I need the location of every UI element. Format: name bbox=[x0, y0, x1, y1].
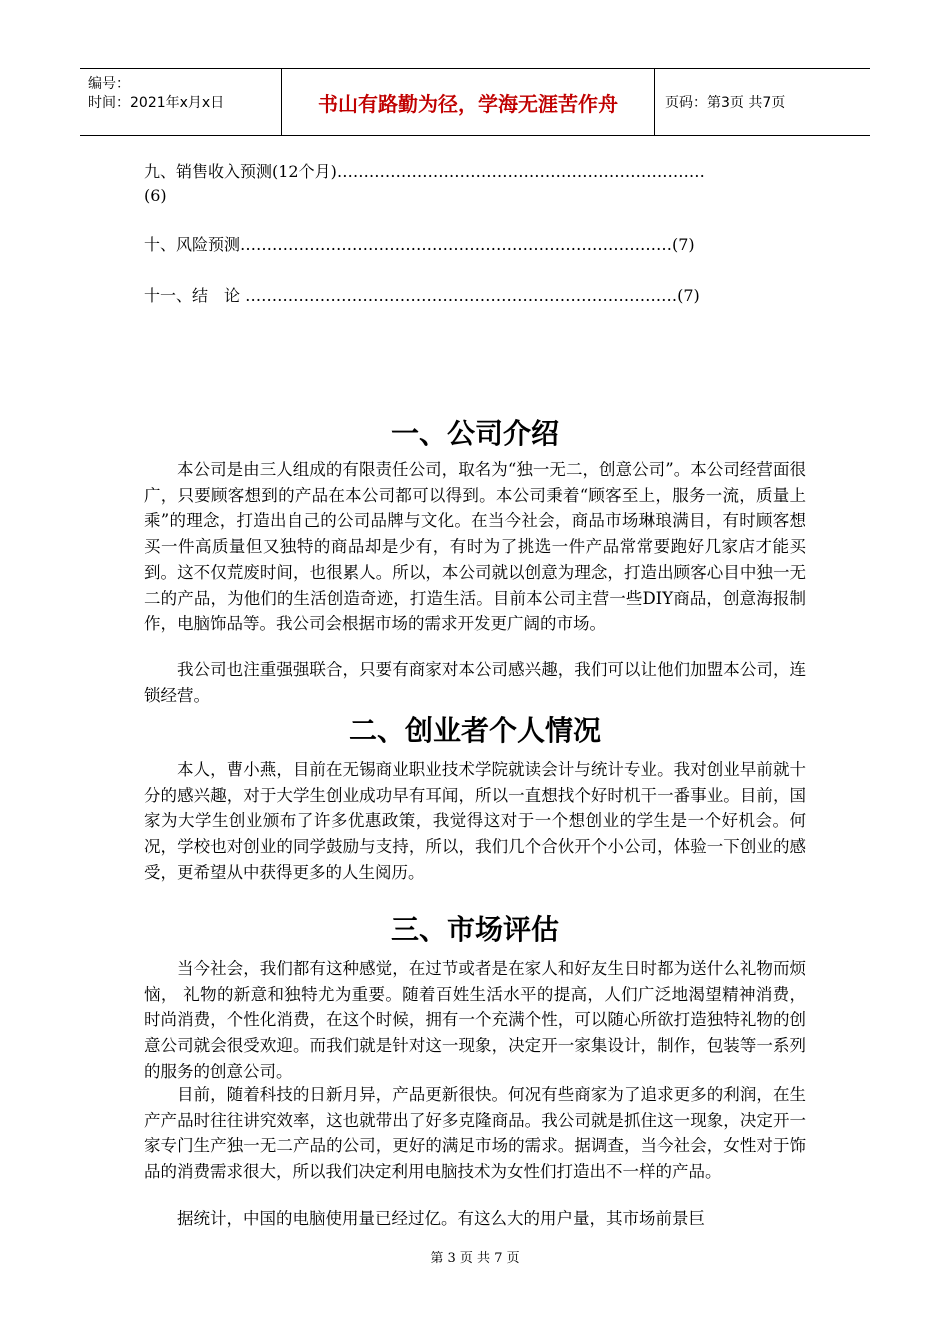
paragraph: 我公司也注重强强联合，只要有商家对本公司感兴趣，我们可以让他们加盟本公司，连锁经营。 bbox=[144, 660, 806, 705]
paragraph: 据统计，中国的电脑使用量已经过亿。有这么大的用户量，其市场前景巨 bbox=[177, 1209, 705, 1228]
number-label: 编号： bbox=[88, 76, 130, 92]
paragraph: 目前，随着科技的日新月异，产品更新很快。何况有些商家为了追求更多的利润，在生产产品时往往讲究效率，这也就带出了好多克隆商品。我公司就是抓住这一现象，决定开一家专门生产独一无二产品的公司，更好的满足市场的需求。据调查，当今社会，女性对于饰品的消费需求很大，所以我们决定利用电脑技术为女性们打造出不一样的产品。 bbox=[144, 1085, 806, 1182]
section-title: 三、市场评估 bbox=[390, 913, 559, 946]
paragraph: 本人，曹小燕，目前在无锡商业职业技术学院就读会计与统计专业。我对创业早前就十分的感兴趣，对于大学生创业成功早有耳闻，所以一直想找个好时机干一番事业。目前，国家为大学生创业颁布了许多优惠政策，我觉得这对于一个想创业的学生是一个好机会。何况，学校也对创业的同学鼓励与支持，所以，我们几个合伙开个小公司，体验一下创业的感受，更希望从中获得更多的人生阅历。 bbox=[144, 760, 806, 882]
paragraph: 当今社会，我们都有这种感觉，在过节或者是在家人和好友生日时都为送什么礼物而烦恼， 礼物的新意和独特尤为重要。随着百姓生活水平的提高，人们广泛地渴望精神消费，时尚消费，个性化消费，在这个时候，拥有一个充满个性，可以随心所欲打造独特礼物的创意公司就会很受欢迎。而我们就是针对这一现象，决定开一家集设计，制作，包装等一系列的服务的创意公司。 bbox=[144, 959, 806, 1081]
header-meta bbox=[80, 69, 282, 135]
toc-item-9: 九、销售收入预测(12个月)…………………………………………………………… bbox=[144, 162, 705, 181]
header-page-info: 页码：第3页 共7页 bbox=[665, 95, 786, 111]
header-motto: 书山有路勤为径，学海无涯苦作舟 bbox=[282, 69, 655, 135]
page-header bbox=[80, 68, 870, 136]
page-footer: 第 3 页 共 7 页 bbox=[430, 1251, 520, 1266]
time-label: 时间：2021年x月x日 bbox=[88, 95, 225, 111]
toc-item-11: 十一、结 论 ………………………………………………………………………(7) bbox=[144, 286, 700, 305]
paragraph: 本公司是由三人组成的有限责任公司，取名为“独一无二，创意公司”。本公司经营面很广，只要顾客想到的产品在本公司都可以得到。本公司秉着“顾客至上，服务一流，质量上乘”的理念，打造出自己的公司品牌与文化。在当今社会，商品市场琳琅满目，有时顾客想买一件高质量但又独特的商品却是少有，有时为了挑选一件产品常常要跑好几家店才能买到。这不仅荒废时间，也很累人。所以，本公司就以创意为理念，打造出顾客心目中独一无二的产品，为他们的生活创造奇迹，打造生活。目前本公司主营一些DIY商品，创意海报制作，电脑饰品等。我公司会根据市场的需求开发更广阔的市场。 bbox=[144, 460, 806, 634]
toc-item-9-page: (6) bbox=[144, 186, 167, 205]
toc-item-10: 十、风险预测………………………………………………………………………(7) bbox=[144, 235, 695, 254]
section-title: 一、公司介绍 bbox=[390, 417, 559, 450]
section-title: 二、创业者个人情况 bbox=[348, 714, 601, 747]
